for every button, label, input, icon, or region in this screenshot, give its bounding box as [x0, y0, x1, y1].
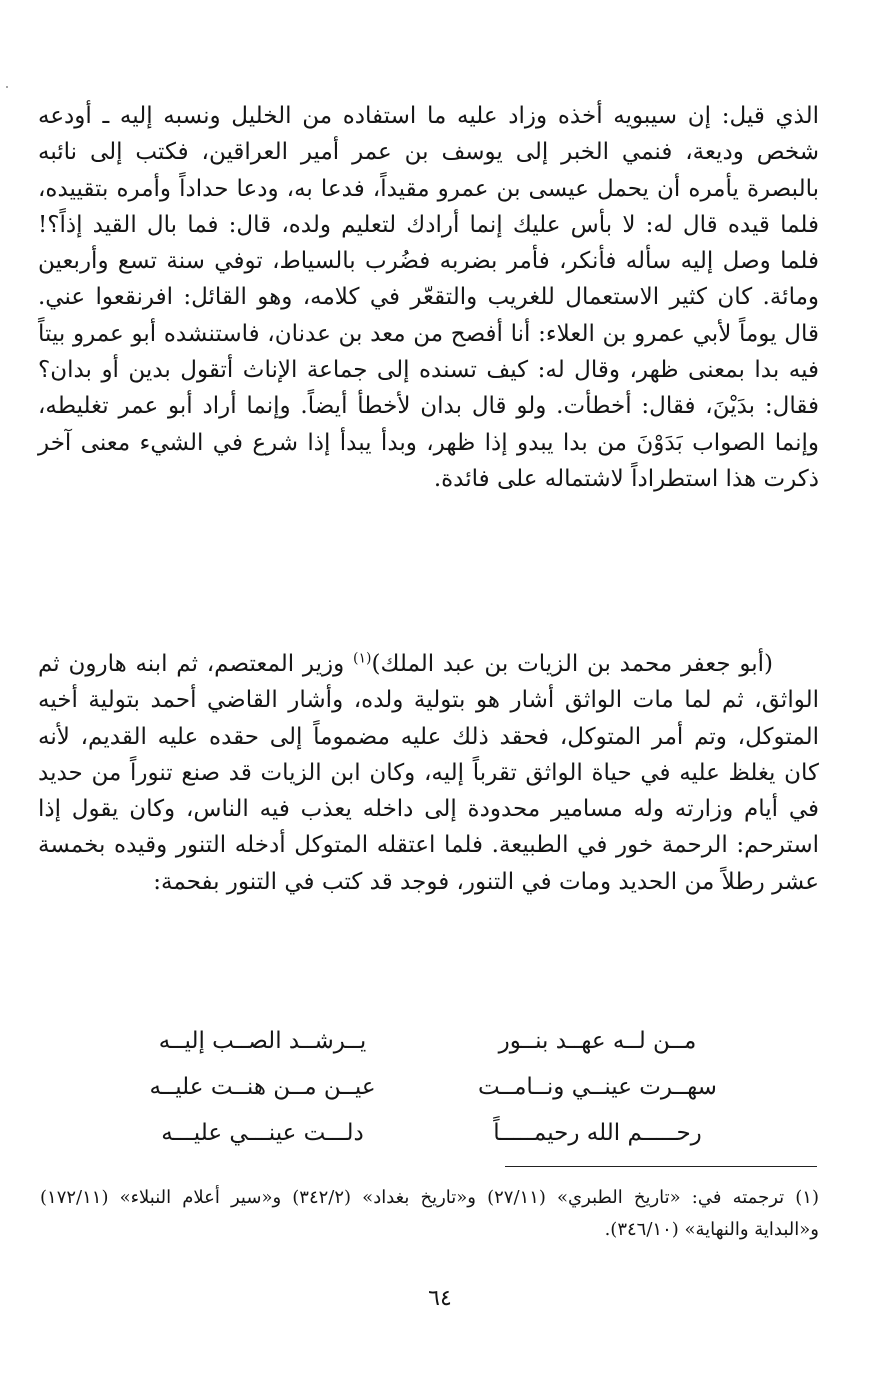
paragraph-ibn-al-zayyat	[38, 646, 819, 900]
poem-verses	[120, 1018, 740, 1156]
scan-speck	[6, 86, 8, 88]
entry-heading: (أبو جعفر محمد بن الزيات بن عبد الملك)	[371, 651, 773, 677]
poem-second-hemistich: يــرشــد الصــب إليــه	[158, 1028, 367, 1054]
poem-first-hemistich: مــن لــه عهــد بنــور	[498, 1028, 697, 1054]
poem-line	[120, 1018, 740, 1064]
entry-body: وزير المعتصم، ثم ابنه هارون ثم الواثق، ثم لما مات الواثق أشار هو بتولية ولده، وأشار القاضي أحمد بتولية أخيه المتوكل، وتم أمر المتوكل، فحقد ذلك عليه مضموماً إلى حقده عليه القديم، لأنه كان يغلظ عليه في حياة الواثق تقرباً إليه، وكان ابن الزيات قد صنع تنوراً من حديد في أيام وزارته وله مسامير محدودة إلى داخله يعذب فيه الناس، وكان يقول إذا استرحم: الرحمة خور في الطبيعة. فلما اعتقله المتوكل أدخله التنور وقيده بخمسة عشر رطلاً من الحديد ومات في التنور، فوجد قد كتب في التنور بفحمة:	[38, 651, 819, 895]
page-number: ٦٤	[428, 1286, 452, 1311]
poem-line	[120, 1110, 740, 1156]
paragraph-sibawayh-isa-ibn-umar: الذي قيل: إن سيبويه أخذه وزاد عليه ما استفاده من الخليل ونسبه إليه ـ أودعه شخص وديعة، فنمي الخبر إلى يوسف بن عمر أمير العراقين، فكتب إلى نائبه بالبصرة يأمره أن يحمل عيسى بن عمرو مقيداً، فدعا به، ودعا حداداً وأمره بتقييده، فلما قيده قال له: لا بأس عليك إنما أرادك لتعليم ولده، قال: فما بال القيد إذاً؟! فلما وصل إليه سأله فأنكر، فأمر بضربه فضُرب بالسياط، توفي سنة تسع وأربعين ومائة. كان كثير الاستعمال للغريب والتقعّر في كلامه، وهو القائل: افرنقعوا عني. قال يوماً لأبي عمرو بن العلاء: أنا أفصح من معد بن عدنان، فاستنشده أبو عمرو بيتاً فيه بدا بمعنى ظهر، وقال له: كيف تسنده إلى جماعة الإناث أتقول بدين أو بدان؟ فقال: بدَيْنَ، فقال: أخطأت. ولو قال بدان لأخطأ أيضاً. وإنما أراد أبو عمر تغليطه، وإنما الصواب بَدَوْنَ من بدا يبدو إذا ظهر، وبدأ يبدأ إذا شرع في الشيء معنى آخر ذكرت هذا استطراداً لاشتماله على فائدة.	[38, 103, 819, 492]
poem-first-hemistich: رحـــــم الله رحيمـــــاً	[493, 1120, 702, 1146]
poem-second-hemistich: عيــن مــن هنــت عليــه	[149, 1074, 376, 1100]
footnote: (١) ترجمته في: «تاريخ الطبري» (٢٧/١١) و«تاريخ بغداد» (٣٤٢/٢) و«سير أعلام النبلاء» (١٧٢/١١) و«البداية والنهاية» (٣٤٦/١٠).	[40, 1187, 819, 1240]
footnote-reference: (١)	[353, 650, 372, 667]
poem-line	[120, 1064, 740, 1110]
poem-second-hemistich: دلـــت عينـــي عليـــه	[161, 1120, 364, 1146]
poem-first-hemistich: سهــرت عينــي ونــامــت	[478, 1074, 717, 1100]
footnote-divider	[505, 1166, 817, 1167]
